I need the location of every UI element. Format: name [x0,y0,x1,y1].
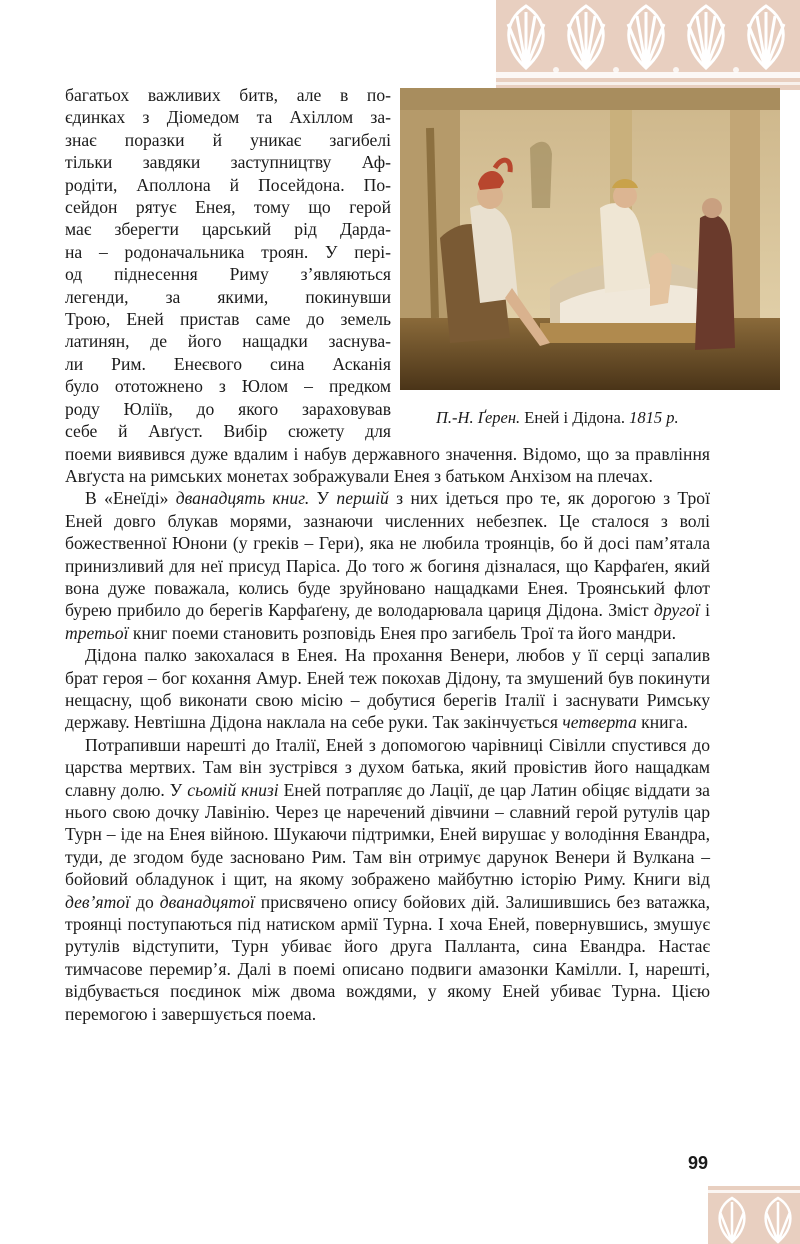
italic-span: дев’ятої [65,891,130,912]
italic-span: дванадцятої [159,891,255,912]
wrapped-line: легенди, за якими, покинувши [65,286,391,307]
text-span: і [699,600,710,621]
palmette-ornament-top [496,0,800,90]
wrapped-line: себе й Авґуст. Вибір сюжету для [65,421,391,442]
wrapped-line: було ототожнено з Юлом – предком [65,376,391,397]
italic-span: дванадцять книг. [175,488,310,509]
italic-span: третьої [65,622,129,643]
text-span: з них ідеться про те, як дорогою з Трої Еней довго блукав морями, зазнаючи численних небезпек. Це сталося з волі божественної Юнони (у греків – Гери), яка не любила троянців, бо й досі пам’ятала принизливий для неї присуд Паріса. До того ж богиня дізналася, що Карфаґен, який вона дуже поважала, колись буде зруйновано нащадками Енея. Троянський флот бурею прибило до берегів Карфаґену, де володарювала цариця Дідона. Зміст [65,488,710,621]
wrapped-line: роду Юліїв, до якого зараховував [65,398,391,419]
wrapped-line: родіти, Аполлона й Посейдона. По- [65,174,391,195]
wrapped-line: ли Рим. Енеєвого сина Асканія [65,353,391,374]
italic-span: сьомій книзі [187,779,279,800]
paragraph-4 [65,734,710,1025]
caption-title: Еней і Дідона. [520,408,630,427]
wrapped-line: знає поразки й уникає загибелі [65,129,391,150]
text-span: Дідона палко закохалася в Енея. На прохання Венери, любов у її серці запалив брат героя – бог кохання Амур. Еней теж покохав Дідону, та змушений був покинути нещасну, щоб виконати свою місію – добутися берегів Італії і заснувати Римську державу. Невтішна Дідона наклала на себе руки. Так закінчується [65,645,710,733]
wrapped-line: єдинках з Діомедом та Ахіллом за- [65,107,391,128]
italic-span: першій [336,488,389,509]
text-span: книга. [636,712,688,733]
wrapped-line: багатьох важливих битв, але в по- [65,85,391,105]
italic-span: четверта [562,712,637,733]
text-span: Потрапивши нарешті до Італії, Еней з допомогою чарівниці Сівілли спустився до царства мертвих. Там він зустрівся з духом батька, який провістив його нащадкам славну долю. У [65,734,710,800]
text-span: книг поеми становить розповідь Енея про загибель Трої та його мандри. [128,622,676,643]
text-span: Еней потрапляє до Лації, де цар Латин обіцяє віддати за нього свою дочку Лавінію. Через це наречений дівчини – славний герой рутулів цар Турн – іде на Енея війною. Шукаючи підтримки, Еней вирушає у володіння Евандра, туди, де згодом буде засновано Рим. Там він отримує дарунок Венери й Вулкана – бойовий обладунок і щит, на якому зображено майбутню історію Риму. Книги від [65,779,710,890]
caption-year: 1815 р. [629,408,679,427]
paragraph-3 [65,644,710,734]
body-text [65,84,710,1025]
text-span: присвячено опису бойових дій. Залишившись без ватажка, троянці поступаються під натиском армії Турна. І хоча Еней, повернувшись, змушує рутулів відступити, Турн убиває його друга Палланта, сина Евандра. Настає тимчасове перемир’я. Далі в поемі описано подвиги амазонки Камілли. І, нарешті, відбувається поєдинок між двома вождями, у якому Еней убиває Турна. Цією перемогою і завершується поема. [65,891,711,1024]
paragraph-1-rest: поеми виявився дуже вдалим і набув державного значення. Відомо, що за правління Авґуста на римських монетах зображували Енея з батьком Анхізом на плечах. [65,443,710,486]
text-span: В «Енеїді» [85,488,176,509]
italic-span: другої [653,600,700,621]
wrapped-line: має зберегти царський рід Дарда- [65,219,391,240]
page-number: 99 [688,1153,709,1173]
wrapped-line: сейдон рятує Енея, тому що герой [65,197,391,218]
paragraph-1 [65,84,710,487]
wrapped-line: латинян, де його нащадки заснува- [65,331,391,352]
wrapped-line: Трою, Еней пристав саме до земель [65,309,391,330]
caption-author: П.-Н. Ґерен. [436,408,521,427]
text-span: У [309,488,337,509]
wrapped-line: од піднесення Риму з’являються [65,264,391,285]
wrapped-line: на – родоначальника троян. У пері- [65,241,391,262]
text-span: до [130,891,160,912]
palmette-ornament-bottom [708,1186,800,1244]
paragraph-2 [65,487,710,644]
wrapped-line: тільки завдяки заступництву Аф- [65,152,391,173]
